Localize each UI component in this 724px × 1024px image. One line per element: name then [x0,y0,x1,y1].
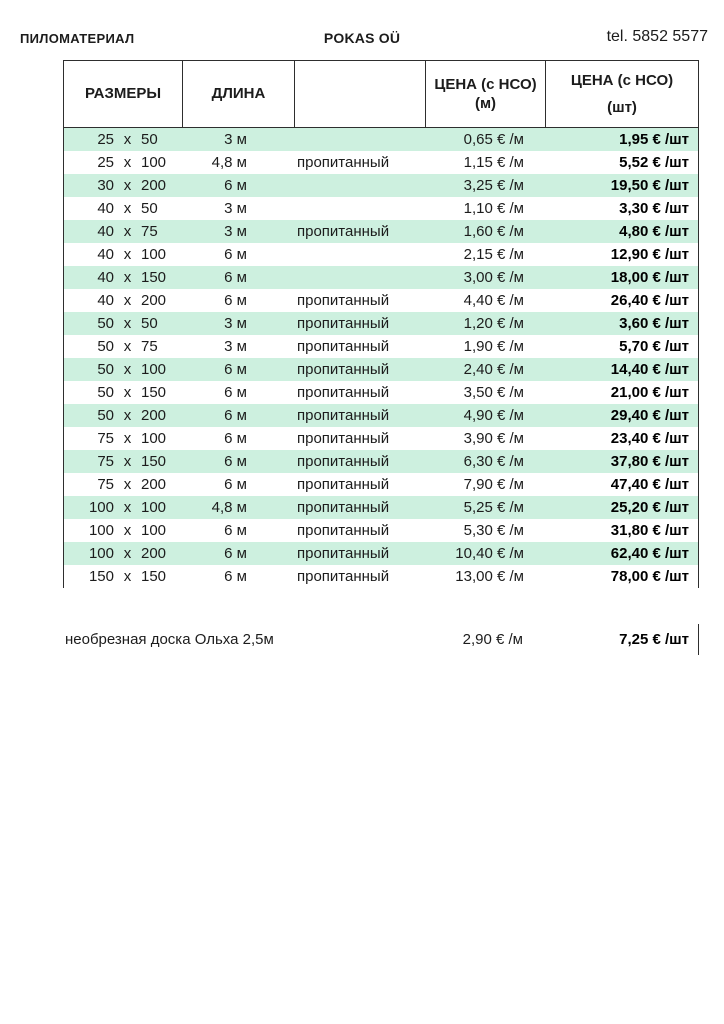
table-row [64,197,698,220]
treatment-cell: пропитанный [297,315,390,332]
price-per-piece-cell: 37,80 € /шт [610,453,689,470]
length-cell: 3 м [224,315,247,332]
table-row [64,358,698,381]
size-separator: x [123,568,132,585]
treatment-cell: пропитанный [297,292,390,309]
table-row [64,266,698,289]
price-per-meter-cell: 5,25 € /м [463,499,524,516]
table-row [64,335,698,358]
size-width: 40 [97,223,114,240]
size-width: 40 [97,200,114,217]
price-per-piece-cell: 21,00 € /шт [610,384,689,401]
size-width: 50 [97,315,114,332]
size-width: 100 [88,545,114,562]
price-per-meter-cell: 4,40 € /м [463,292,524,309]
price-per-meter-cell: 1,20 € /м [463,315,524,332]
table-row [64,381,698,404]
size-cell [64,154,183,171]
price-per-piece-cell: 5,52 € /шт [619,154,689,171]
length-cell: 6 м [224,430,247,447]
size-cell [64,131,183,148]
size-separator: x [123,407,132,424]
table-row [64,151,698,174]
price-per-piece-cell: 31,80 € /шт [610,522,689,539]
size-height: 200 [141,407,167,424]
treatment-cell: пропитанный [297,522,390,539]
price-per-piece-cell: 26,40 € /шт [610,292,689,309]
size-width: 40 [97,246,114,263]
size-height: 200 [141,292,167,309]
size-width: 100 [88,522,114,539]
price-per-meter-cell: 1,10 € /м [463,200,524,217]
price-per-piece-cell: 18,00 € /шт [610,269,689,286]
price-per-meter-cell: 13,00 € /м [455,568,524,585]
price-per-meter-cell: 7,90 € /м [463,476,524,493]
price-per-piece-cell: 47,40 € /шт [610,476,689,493]
size-cell [64,568,183,585]
size-height: 100 [141,430,167,447]
size-height: 100 [141,154,167,171]
price-per-piece-cell: 12,90 € /шт [610,246,689,263]
treatment-cell: пропитанный [297,154,390,171]
size-cell [64,246,183,263]
price-per-piece-cell: 3,60 € /шт [619,315,689,332]
size-height: 200 [141,177,167,194]
size-width: 150 [88,568,114,585]
size-cell [64,499,183,516]
price-per-piece-cell: 25,20 € /шт [610,499,689,516]
header-price-per-meter: ЦЕНА (с НСО) (м) [426,61,546,127]
length-cell: 6 м [224,522,247,539]
table-row [64,565,698,588]
price-per-meter-cell: 3,25 € /м [463,177,524,194]
price-per-meter-cell: 1,60 € /м [463,223,524,240]
table-row [64,496,698,519]
document-title: ПИЛОМАТЕРИАЛ [20,31,135,46]
size-height: 100 [141,522,167,539]
size-width: 25 [97,131,114,148]
length-cell: 6 м [224,568,247,585]
length-cell: 6 м [224,292,247,309]
size-cell [64,430,183,447]
price-per-meter-cell: 10,40 € /м [455,545,524,562]
price-per-meter-cell: 3,90 € /м [463,430,524,447]
header-treatment [295,61,426,127]
size-separator: x [123,453,132,470]
size-width: 75 [97,430,114,447]
price-per-meter-cell: 1,15 € /м [463,154,524,171]
price-per-piece-cell: 5,70 € /шт [619,338,689,355]
size-height: 100 [141,246,167,263]
size-height: 50 [141,200,158,217]
size-width: 50 [97,361,114,378]
size-separator: x [123,154,132,171]
treatment-cell: пропитанный [297,407,390,424]
length-cell: 6 м [224,407,247,424]
price-per-piece-cell: 29,40 € /шт [610,407,689,424]
length-cell: 3 м [224,200,247,217]
size-separator: x [123,246,132,263]
size-cell [64,407,183,424]
price-per-meter-cell: 2,40 € /м [463,361,524,378]
size-height: 50 [141,131,158,148]
size-width: 50 [97,384,114,401]
size-cell [64,200,183,217]
size-separator: x [123,292,132,309]
size-cell [64,292,183,309]
price-per-piece-cell: 3,30 € /шт [619,200,689,217]
table-row [64,450,698,473]
table-row [64,312,698,335]
length-cell: 3 м [224,131,247,148]
phone-number: tel. 5852 5577 [606,28,708,45]
table-row [64,473,698,496]
size-separator: x [123,315,132,332]
size-separator: x [123,499,132,516]
size-separator: x [123,131,132,148]
size-cell [64,315,183,332]
size-separator: x [123,361,132,378]
size-height: 150 [141,568,167,585]
treatment-cell: пропитанный [297,338,390,355]
price-per-piece-cell: 78,00 € /шт [610,568,689,585]
table-row [64,427,698,450]
header-length: ДЛИНА [183,61,295,127]
size-height: 100 [141,361,167,378]
table-row [64,243,698,266]
size-width: 40 [97,292,114,309]
length-cell: 6 м [224,384,247,401]
length-cell: 6 м [224,177,247,194]
size-height: 50 [141,315,158,332]
company-name: POKAS OÜ [323,30,401,46]
price-per-piece-cell: 62,40 € /шт [610,545,689,562]
extra-item-label: необрезная доска Ольха 2,5м [65,631,274,648]
size-separator: x [123,200,132,217]
size-height: 100 [141,499,167,516]
size-cell [64,361,183,378]
size-width: 100 [88,499,114,516]
price-per-piece-cell: 4,80 € /шт [619,223,689,240]
price-per-piece-cell: 14,40 € /шт [610,361,689,378]
length-cell: 3 м [224,223,247,240]
document-header [0,28,724,50]
size-cell [64,338,183,355]
length-cell: 6 м [224,453,247,470]
extra-item-row [63,624,699,655]
length-cell: 6 м [224,246,247,263]
price-per-meter-cell: 6,30 € /м [463,453,524,470]
price-per-piece-cell: 23,40 € /шт [610,430,689,447]
treatment-cell: пропитанный [297,499,390,516]
size-height: 75 [141,223,158,240]
size-cell [64,545,183,562]
treatment-cell: пропитанный [297,568,390,585]
header-sizes: РАЗМЕРЫ [64,61,183,127]
treatment-cell: пропитанный [297,384,390,401]
size-height: 75 [141,338,158,355]
length-cell: 6 м [224,545,247,562]
size-width: 50 [97,407,114,424]
size-cell [64,384,183,401]
size-cell [64,522,183,539]
price-per-meter-cell: 4,90 € /м [463,407,524,424]
size-cell [64,269,183,286]
length-cell: 6 м [224,269,247,286]
length-cell: 3 м [224,338,247,355]
table-header-row [63,60,699,128]
length-cell: 6 м [224,476,247,493]
price-per-piece-cell: 19,50 € /шт [610,177,689,194]
treatment-cell: пропитанный [297,223,390,240]
size-height: 150 [141,269,167,286]
size-separator: x [123,545,132,562]
size-width: 50 [97,338,114,355]
extra-item-price-per-meter: 2,90 € /м [462,631,523,648]
price-table [63,60,699,588]
price-per-meter-cell: 3,00 € /м [463,269,524,286]
size-cell [64,177,183,194]
length-cell: 4,8 м [211,154,247,171]
size-cell [64,453,183,470]
size-width: 30 [97,177,114,194]
size-separator: x [123,269,132,286]
price-per-meter-cell: 0,65 € /м [463,131,524,148]
size-width: 75 [97,453,114,470]
table-row [64,519,698,542]
price-per-meter-cell: 2,15 € /м [463,246,524,263]
treatment-cell: пропитанный [297,476,390,493]
size-cell [64,476,183,493]
size-height: 150 [141,384,167,401]
price-per-meter-cell: 3,50 € /м [463,384,524,401]
treatment-cell: пропитанный [297,430,390,447]
size-height: 150 [141,453,167,470]
extra-item-price-per-piece: 7,25 € /шт [619,631,689,648]
size-height: 200 [141,545,167,562]
size-separator: x [123,522,132,539]
table-row [64,128,698,151]
length-cell: 6 м [224,361,247,378]
size-cell [64,223,183,240]
size-separator: x [123,338,132,355]
price-per-meter-cell: 1,90 € /м [463,338,524,355]
table-row [64,174,698,197]
table-row [64,542,698,565]
size-separator: x [123,476,132,493]
size-width: 25 [97,154,114,171]
size-width: 40 [97,269,114,286]
treatment-cell: пропитанный [297,361,390,378]
price-per-meter-cell: 5,30 € /м [463,522,524,539]
table-row [64,404,698,427]
treatment-cell: пропитанный [297,545,390,562]
size-separator: x [123,430,132,447]
table-row [64,220,698,243]
header-price-per-piece: ЦЕНА (с НСО) (шт) [570,71,674,116]
treatment-cell: пропитанный [297,453,390,470]
size-separator: x [123,177,132,194]
size-separator: x [123,384,132,401]
size-separator: x [123,223,132,240]
size-width: 75 [97,476,114,493]
size-height: 200 [141,476,167,493]
price-per-piece-cell: 1,95 € /шт [619,131,689,148]
table-body [63,128,699,588]
length-cell: 4,8 м [211,499,247,516]
table-row [64,289,698,312]
